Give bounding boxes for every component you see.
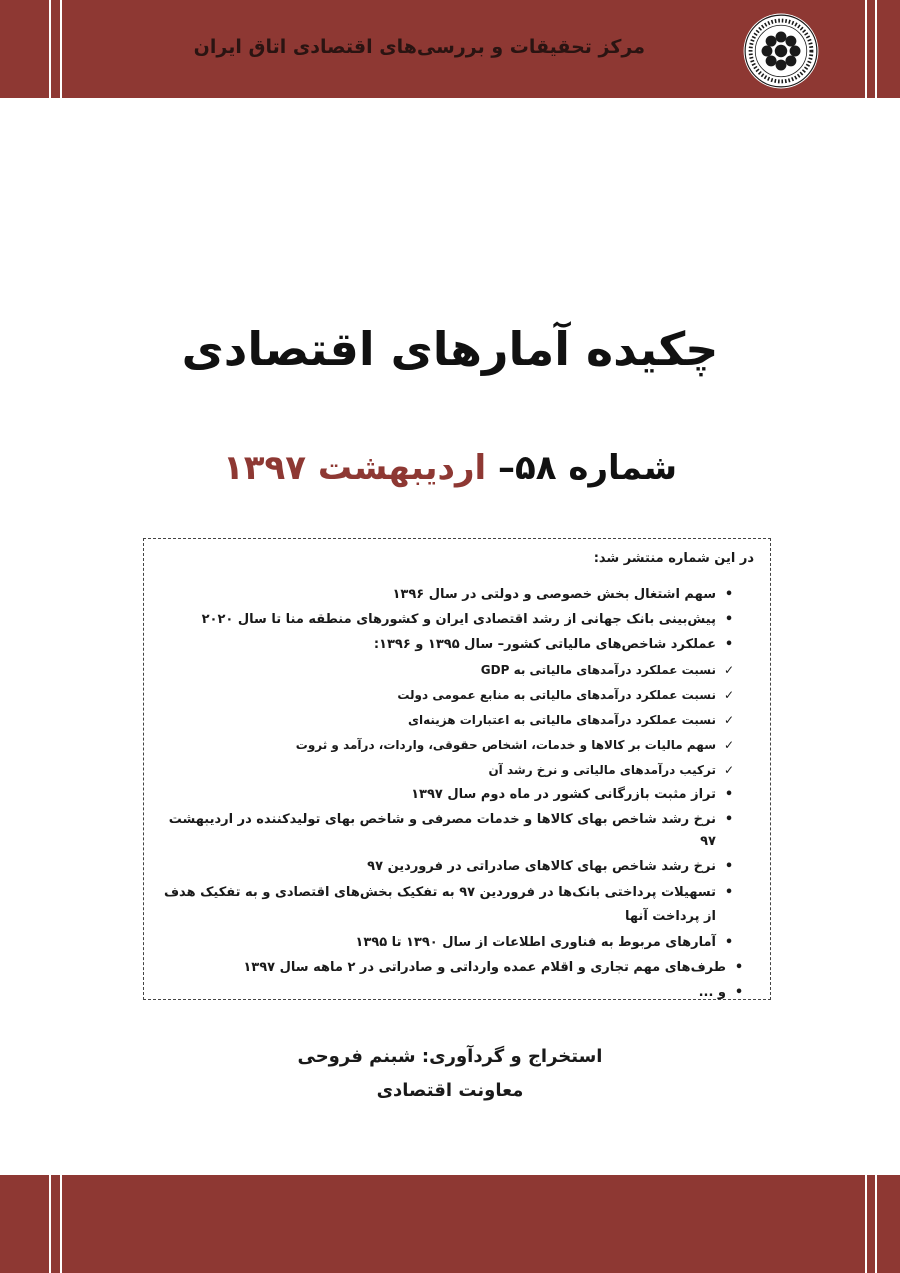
department-credit: معاونت اقتصادی [376, 1080, 524, 1101]
contents-heading: در این شماره منتشر شد: [593, 551, 754, 566]
bullet-icon: • [724, 637, 734, 652]
checkmark-icon: ✓ [723, 713, 735, 727]
list-item: • و ... [158, 982, 756, 1004]
issue-line [0, 448, 900, 488]
list-item: • تسهیلات پرداختی بانک‌ها در فروردین ۹۷ به تفکیک بخش‌های اقتصادی و به تفکیک هدف از پرداخت آنها [158, 881, 756, 929]
organization-name: مرکز تحقیقات و بررسی‌های اقتصادی اتاق ایران [193, 36, 645, 58]
bullet-icon: • [734, 985, 744, 1000]
list-item: • طرف‌های مهم تجاری و اقلام عمده وارداتی و صادراتی در ۲ ماهه سال ۱۳۹۷ [158, 957, 756, 979]
list-item: • تراز مثبت بازرگانی کشور در ماه دوم سال ۱۳۹۷ [158, 784, 756, 806]
compiler-credit: استخراج و گردآوری: شبنم فروحی [297, 1046, 603, 1067]
list-item: • نرخ رشد شاخص بهای کالاهای صادراتی در فروردین ۹۷ [158, 856, 756, 878]
list-item: ✓ سهم مالیات بر کالاها و خدمات، اشخاص حقوقی، واردات، درآمد و ثروت [158, 734, 756, 756]
checkmark-icon: ✓ [723, 738, 735, 752]
list-item: ✓ نسبت عملکرد درآمدهای مالیاتی به منابع عمومی دولت [158, 684, 756, 706]
list-item: • عملکرد شاخص‌های مالیاتی کشور– سال ۱۳۹۵ و ۱۳۹۶: [158, 634, 756, 656]
issue-date: اردیبهشت ۱۳۹۷ [222, 448, 487, 488]
checkmark-icon: ✓ [723, 688, 735, 702]
list-item: ✓ نسبت عملکرد درآمدهای مالیاتی به GDP [158, 659, 756, 681]
list-item: • پیش‌بینی بانک جهانی از رشد اقتصادی ایران و کشورهای منطقه منا تا سال ۲۰۲۰ [158, 609, 756, 631]
contents-box [143, 538, 771, 1000]
checkmark-icon: ✓ [723, 763, 735, 777]
bullet-icon: • [724, 812, 734, 827]
list-item: • آمارهای مربوط به فناوری اطلاعات از سال ۱۳۹۰ تا ۱۳۹۵ [158, 932, 756, 954]
chamber-of-commerce-logo-icon [742, 12, 820, 90]
checkmark-icon: ✓ [723, 663, 735, 677]
bullet-icon: • [724, 859, 734, 874]
bullet-icon: • [724, 612, 734, 627]
footer-band [0, 1175, 900, 1273]
bullet-icon: • [724, 935, 734, 950]
list-item: • سهم اشتغال بخش خصوصی و دولتی در سال ۱۳۹۶ [158, 584, 756, 606]
list-item: ✓ ترکیب درآمدهای مالیاتی و نرخ رشد آن [158, 759, 756, 781]
bullet-icon: • [724, 587, 734, 602]
contents-list [158, 584, 756, 1004]
bullet-icon: • [734, 960, 744, 975]
credits [0, 1040, 900, 1108]
list-item: • نرخ رشد شاخص بهای کالاها و خدمات مصرفی و شاخص بهای تولیدکننده در اردیبهشت ۹۷ [158, 809, 756, 853]
issue-number: شماره ۵۸– [498, 448, 678, 488]
bullet-icon: • [724, 787, 734, 802]
bullet-icon: • [724, 885, 734, 900]
page-title: چکیده آمارهای اقتصادی [181, 322, 719, 376]
list-item: ✓ نسبت عملکرد درآمدهای مالیاتی به اعتبارات هزینه‌ای [158, 709, 756, 731]
